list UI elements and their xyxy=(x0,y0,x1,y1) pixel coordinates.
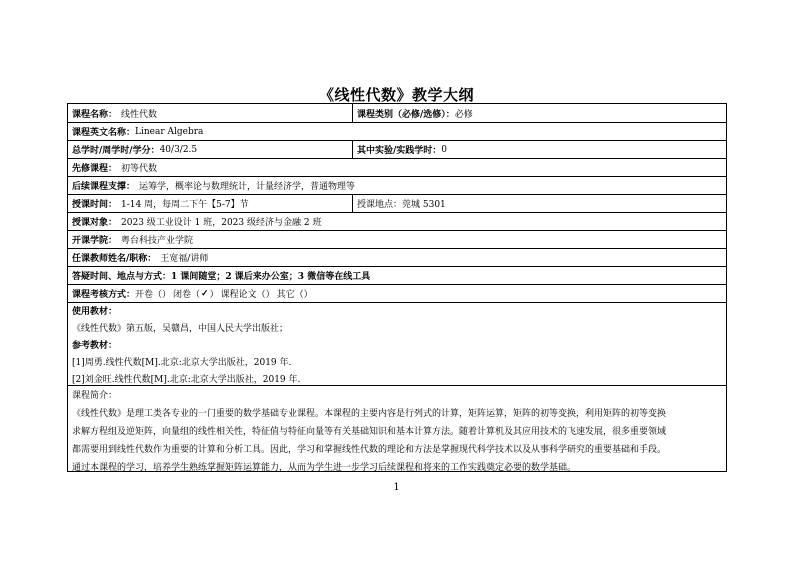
english-name-label: 课程英文名称： xyxy=(72,128,136,138)
hours-value: 40/3/2.5 xyxy=(159,144,198,155)
row-qa xyxy=(68,267,726,285)
qa-value: 1 课间随堂；2 课后来办公室；3 微信等在线工具 xyxy=(171,272,371,282)
schedule-label: 授课时间： xyxy=(72,200,118,210)
row-college xyxy=(68,231,726,249)
row-english-name xyxy=(68,123,726,141)
row-prerequisite xyxy=(68,159,726,177)
textbook-value: 《线性代数》第五版，吴赣昌，中国人民大学出版社； xyxy=(72,324,289,334)
intro-line: 通过本课程的学习，培养学生熟练掌握矩阵运算能力，从而为学生进一步学习后续课程和将来的工作实践奠定必要的数学基础。 xyxy=(72,463,577,473)
schedule-value: 1-14 周，每周二下午【5-7】节 xyxy=(121,200,249,210)
course-name-value: 线性代数 xyxy=(121,109,158,120)
open-book-option: 开卷（） xyxy=(135,290,172,300)
intro-label: 课程简介： xyxy=(72,391,118,401)
closed-book-post: ） xyxy=(209,290,219,300)
row-audience xyxy=(68,213,726,231)
lab-hours-label: 其中实验/实践学时： xyxy=(357,146,442,156)
course-name-label: 课程名称： xyxy=(72,109,118,120)
materials-block xyxy=(68,303,304,390)
row-hours xyxy=(68,141,726,159)
row-follow-up xyxy=(68,177,726,195)
assessment-label: 课程考核方式： xyxy=(72,290,136,300)
hours-label: 总学时/周学时/学分： xyxy=(72,146,160,156)
textbook-label: 使用教材： xyxy=(72,307,118,317)
location-label: 授课地点： xyxy=(357,200,403,210)
row-materials xyxy=(68,303,726,386)
reference-item: [1]周勇.线性代数[M].北京:北京大学出版社，2019 年. xyxy=(72,358,292,368)
english-name-value: Linear Algebra xyxy=(135,126,204,137)
lab-hours-value: 0 xyxy=(441,144,448,155)
prerequisite-value: 初等代数 xyxy=(121,164,158,174)
other-option: 其它（） xyxy=(276,290,313,300)
audience-label: 授课对象： xyxy=(72,218,118,228)
row-schedule xyxy=(68,195,726,213)
college-value: 粤台科技产业学院 xyxy=(121,236,194,246)
location-value: 莞城 5301 xyxy=(402,200,446,210)
follow-up-value: 运筹学，概率论与数理统计，计量经济学，普通物理等 xyxy=(139,182,356,192)
intro-line: 求解方程组及逆矩阵，向量组的线性相关性，特征值与特征向量等有关基础知识和基本计算方法。随着计算机及其应用技术的飞速发展，很多重要领域 xyxy=(72,427,667,437)
audience-value: 2023 级工业设计 1 班，2023 级经济与金融 2 班 xyxy=(121,218,322,228)
teacher-label: 任课教师姓名/职称： xyxy=(72,254,157,264)
check-mark-icon: ✓ xyxy=(201,288,209,299)
row-intro xyxy=(68,386,726,471)
intro-block xyxy=(68,386,670,478)
intro-line: 都需要用到线性代数作为重要的计算和分析工具。因此，学习和掌握线性代数的理论和方法是掌握现代科学技术以及从事科学研究的重要基础和手段。 xyxy=(72,445,667,455)
college-label: 开课学院： xyxy=(72,236,118,246)
intro-line: 《线性代数》是理工类各专业的一门重要的数学基础专业课程。本课程的主要内容是行列式的计算，矩阵运算，矩阵的初等变换，利用矩阵的初等变换 xyxy=(72,409,667,419)
qa-label: 答疑时间、地点与方式： xyxy=(72,272,172,282)
paper-option: 课程论文（） xyxy=(220,290,275,300)
row-assessment xyxy=(68,285,726,303)
prerequisite-label: 先修课程： xyxy=(72,164,118,174)
row-teacher xyxy=(68,249,726,267)
closed-book-pre: 闭卷（ xyxy=(173,290,201,300)
row-course-name xyxy=(68,104,726,123)
teacher-value: 王宽福/讲师 xyxy=(160,254,209,264)
page-number: 1 xyxy=(393,482,400,493)
page-title: 《线性代数》教学大纲 xyxy=(318,86,474,104)
reference-item: [2]刘金旺.线性代数[M].北京:北京大学出版社，2019 年. xyxy=(72,375,301,385)
reference-label: 参考教材： xyxy=(72,341,118,351)
syllabus-table xyxy=(67,103,727,472)
course-type-label: 课程类别（必修/选修）： xyxy=(357,109,455,120)
follow-up-label: 后续课程支撑： xyxy=(72,182,136,192)
course-type-value: 必修 xyxy=(454,109,473,120)
